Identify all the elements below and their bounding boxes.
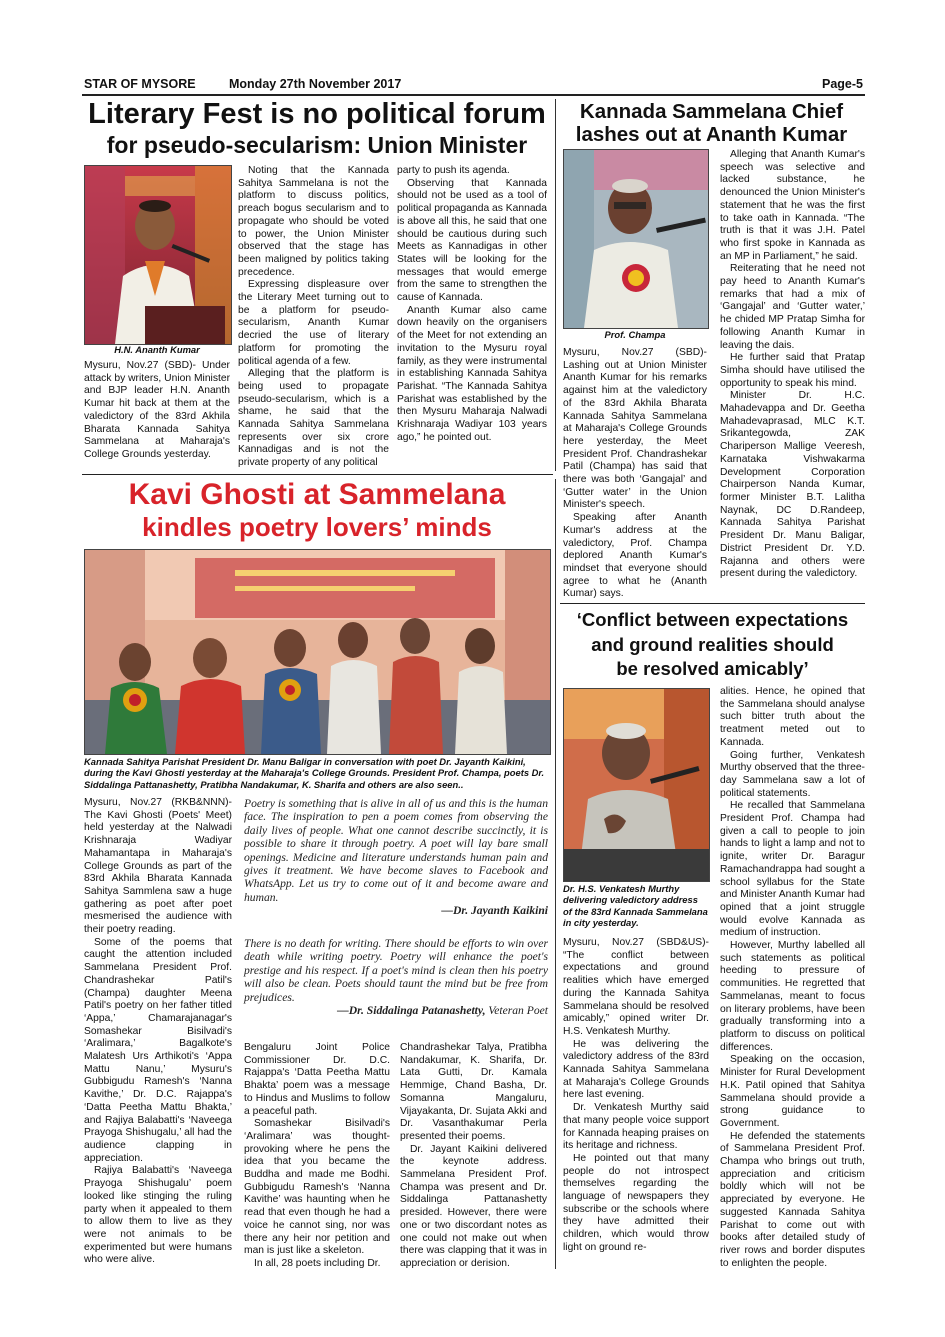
paragraph: Rajiya Balabatti's ‘Naveega Prayoga Shishugalu’ poem looked like stinging the ruling party when it appealed to them to allow them to live as they were not animals to be experimented but were humans who were alive. bbox=[84, 1165, 232, 1266]
paragraph: He pointed out that many people do not introspect themselves regarding the language of newspapers they subscribe or the schools where they have admitted their children, which would throw light on ground re- bbox=[563, 1152, 709, 1253]
story4-photo-caption: Dr. H.S. Venkatesh Murthy delivering valedictory address of the 83rd Kannada Sammelana in city yesterday. bbox=[563, 883, 708, 928]
column-divider bbox=[555, 479, 556, 1269]
story3-subhead: kindles poetry lovers’ minds bbox=[142, 512, 492, 542]
quote-text: Poetry is something that is alive in all of us and this is the human face. The inspiration to pen a poem comes from observing the daily lives of people. What one cannot describe succinctly, it is possible to share it through poetry. A poet will lay bare small openings. Medicine and literature understands human pain and gives it treatment. We have become slaves to Facebook and WhatsApp. Let us try to come out of it and become aware and human. bbox=[244, 797, 548, 904]
paragraph: Chandrashekar Talya, Pratibha Nandakumar, K. Sharifa, Dr. Lata Gutti, Dr. Kamala Hemmige, Chand Basha, Dr. Somanna Mangaluru, Vijayakanta, Dr. Sujata Akki and Dr. Vasanthakumar Perla presented their poems. bbox=[400, 1042, 547, 1142]
paragraph: Alleging that Ananth Kumar's speech was selective and lacked substance, he denounced the Union Minister's statement that he was the first to take oath in Kannada. “The truth is that it was J.H. Patel who first spoke in Kannada as an MP in Parliament,” he said. bbox=[720, 149, 865, 262]
paragraph: Bengaluru Joint Police Commissioner Dr. D.C. Rajappa's ‘Datta Peetha Mattu Bhakta’ poem was a message to Hindus and Muslims to follow a peaceful path. bbox=[244, 1042, 390, 1117]
quote-text: There is no death for writing. There should be efforts to win over death while writing poetry. Poetry will enhance the poet's prestige and his respect. If a poet's mind is clean then his poetry will also be clean. Poets should taunt the mind but be free from prejudices. bbox=[244, 937, 548, 1004]
paragraph: However, Murthy labelled all such statements as political heeding to pressure of communities. He regretted that Sammelanas, meant to focus on literary problems, have been gradually transforming into a platform to discuss on political differences. bbox=[720, 940, 865, 1053]
paragraph: Speaking on the occasion, Minister for Rural Development H.K. Patil opined that Sahitya Sammelana should provide a strong guidance to Government. bbox=[720, 1054, 865, 1129]
paragraph: He defended the statements of Sammelana President Prof. Champa who brings out truth, appreciation and criticism boldly which will not be appreciated by everyone. He suggested Kannada Sahitya Parishat to come out with books after detailed study of river rows and border disputes to enlighten the people. bbox=[720, 1130, 865, 1269]
quote-signature: —Dr. Jayanth Kaikini bbox=[441, 904, 548, 918]
paragraph: Some of the poems that caught the attention included Sammelana President Prof. Chandrashekar Patil's (Champa) daughter Meena Patil's poetry on her father titled ‘Appa,’ Chamarajanagar's Somashekar Bisilvadi's ‘Aralimara,’ Bagalkote's Malatesh Urs Arthikoti's ‘Appa Mattu Nanu,’ Mysuru's Gubbigudu Ramesh's ‘Nanna Kavithe,’ Dr. D.C. Rajappa's ‘Datta Peetha Mattu Bhakta,’ and Rajiya Balabatti's ‘Naveega Prayoga Shishugalu,’ all had the audience clapping in appreciation. bbox=[84, 936, 232, 1164]
story1-photo-caption: H.N. Ananth Kumar bbox=[114, 344, 200, 355]
masthead-paper: STAR OF MYSORE bbox=[84, 77, 196, 91]
paragraph: party to push its agenda. bbox=[397, 165, 510, 176]
story1-subhead: for pseudo-secularism: Union Minister bbox=[106, 132, 528, 158]
paragraph: Dr. Jayant Kaikini delivered the keynote address. Sammelana President Prof. Champa was present and Dr. Siddalinga Pattanashetty presided. However, there were one or two discordant notes as one could not make out when there was clapping that it was in appreciation or derision. bbox=[400, 1143, 547, 1269]
paragraph: He further said that Pratap Simha should have utilised the opportunity to speak his mind. bbox=[720, 352, 865, 389]
masthead-page: Page-5 bbox=[822, 77, 863, 91]
quote-signature: —Dr. Siddalinga Patanashetty, bbox=[337, 1004, 486, 1018]
paragraph: He recalled that Sammelana President Prof. Champa had given a call to people to join hands to light a lamp and not to ignite, writer Dr. Baragur Ramachandrappa had sought a school syllabus for the State and Minister Ananth Kumar had opined that a joint struggle would evolve Kannada as medium of instruction. bbox=[720, 800, 865, 939]
paragraph: Mysuru, Nov.27 (SBD)- Lashing out at Union Minister Ananth Kumar for his remarks against him at the valedictory of the 83rd Akhila Bharata Kannada Sahitya Sammelana at Maharaja's College Grounds here yesterday, the Meet President Prof. Chandrashekar Patil (Champa) has said that there was both ‘Gangajal’ and ‘Gutter water’ in the Union Minister's speech. bbox=[563, 347, 707, 511]
paragraph: Mysuru, Nov.27 (SBD)- Under attack by writers, Union Minister and BJP leader H.N. Ananth Kumar hit back at them at the valedictory of the 83rd Akhila Bharata Kannada Sahitya Sammelana at Maharaja's College Grounds yesterday. bbox=[84, 360, 230, 460]
story2-photo-caption: Prof. Champa bbox=[604, 329, 666, 340]
paragraph: Ananth Kumar also came down heavily on the organisers of the Meet for not extending an invitation to the Mysuru royal family, as they were instrumental in establishing Kannada Sahitya Parishat. “The Kannada Sahitya Parishat was established by the then Mysuru Maharaja Nalwadi Krishnaraja Wadiyar 103 years ago,” he pointed out. bbox=[397, 304, 547, 443]
venkatesh-murthy-photo bbox=[563, 688, 710, 882]
story2-headline: Kannada Sammelana Chief bbox=[579, 100, 844, 123]
paragraph: In all, 28 poets including Dr. bbox=[254, 1257, 381, 1269]
paragraph: He was delivering the valedictory address of the 83rd Kannada Sahitya Sammelana at Maharaja's College Grounds here last evening. bbox=[563, 1038, 709, 1101]
headline-line: ‘Conflict between expectations bbox=[576, 609, 849, 630]
masthead-rule bbox=[82, 94, 865, 96]
story3-col2 bbox=[244, 1042, 390, 1271]
story1-col2 bbox=[238, 165, 389, 470]
story2-subhead: lashes out at Ananth Kumar bbox=[575, 123, 848, 146]
paragraph: Observing that Kannada should not be used as a tool of political propaganda as Kannada is above all this, he said that one should be cautious during such Meets as Kannadigas in other States will be looking for the messages that would emerge from the same to strengthen the cause of Kannada. bbox=[397, 177, 547, 304]
story3-headline: Kavi Ghosti at Sammelana bbox=[128, 478, 506, 511]
masthead-date: Monday 27th November 2017 bbox=[229, 77, 402, 91]
paragraph: Dr. Venkatesh Murthy said that many people voice support for Kannada heaping praises on its heritage and richness. bbox=[563, 1102, 709, 1152]
paragraph: Somashekar Bisilvadi's ‘Aralimara’ was thought-provoking where he pens the idea that you became the Buddha and made me Bodhi. Gubbigudu Ramesh's ‘Nanna Kavithe’ was haunting when he read that even though he had a voice he cannot sing, nor was there any heir nor petition and man is just like a skeleton. bbox=[244, 1118, 390, 1257]
headline-line: and ground realities should bbox=[591, 633, 834, 655]
section-rule bbox=[82, 474, 553, 475]
story2-col2 bbox=[720, 149, 865, 581]
story4-col2 bbox=[720, 686, 865, 1270]
paragraph: Speaking after Ananth Kumar's address at the valedictory, Prof. Champa deplored Ananth Kumar's mindset that everyone should agree to what he (Ananth Kumar) says. bbox=[563, 512, 707, 600]
paragraph: Noting that the Kannada Sahitya Sammelana is not the platform to discuss politics, preach bogus secularism and to propagate who should be voted to power, the Union Minister observed that the stage has been maligned by politics taking precedence. bbox=[238, 165, 389, 278]
story4-headline bbox=[560, 608, 865, 682]
story3-col3 bbox=[400, 1042, 547, 1271]
paragraph: Expressing displeasure over the Literary Meet turning out to be a platform for pseudo-secularism, Ananth Kumar decried the use of literary platform for promoting the political agenda of a few. bbox=[238, 279, 389, 367]
story1-col1 bbox=[84, 360, 230, 462]
siddalinga-quote bbox=[244, 937, 548, 1017]
story4-col1 bbox=[563, 937, 709, 1255]
jayanth-kaikini-quote bbox=[244, 797, 548, 918]
kavi-ghosti-photo bbox=[84, 549, 551, 755]
paragraph: Alleging that the platform is being used to propagate pseudo-secularism, which is a shame, he said that the Kannada Sahitya Sammelana represents over six crore Kannadigas and is not the private property of any political bbox=[238, 368, 389, 469]
paragraph: Mysuru, Nov.27 (RKB&NNN)- The Kavi Ghosti (Poets' Meet) held yesterday at the Nalwadi Krishnaraja Wadiyar Mahamantapa in Maharaja's College Grounds as part of the 83rd Akhila Bharata Kannada Sahitya Sammlena saw a huge gathering as poet after poet mesmerised the audience with their poetry reading. bbox=[84, 797, 232, 936]
section-rule bbox=[560, 603, 865, 604]
story3-photo-caption: Kannada Sahitya Parishat President Dr. Manu Baligar in conversation with poet Dr. Jayanth Kaikini, during the Kavi Ghosti yesterday at the Maharaja's College Grounds. President Prof. Champa, poets Dr. Siddalinga Pattanashetty, Pratibha Nandakumar, K. Sharifa and others are also seen.. bbox=[84, 756, 545, 790]
story3-col1 bbox=[84, 797, 232, 1267]
prof-champa-photo bbox=[563, 149, 709, 329]
story1-col3 bbox=[397, 165, 547, 444]
column-divider bbox=[555, 99, 556, 471]
paragraph: Minister Dr. H.C. Mahadevappa and Dr. Geetha Mahadevaprasad, MLC K.T. Srikantegowda, ZAK Chariperson Mallige Veeresh, Karnataka Vishwakarma Development Corporation Chairperson Nanda Kumar, former Minister B.T. Lalitha Naynak, DC D.Randeep, Kannada Sahitya Parishat President Dr. Manu Baligar, District President Dr. Y.D. Rajanna and others were present during the valedictory. bbox=[720, 390, 865, 580]
paragraph: Going further, Venkatesh Murthy observed that the three-day Sammelana saw a lot of political statements. bbox=[720, 749, 865, 799]
quote-role: Veteran Poet bbox=[485, 1004, 548, 1018]
paragraph: alities. Hence, he opined that the Sammelana should analyse such bitter truth about the treatment meted out to Kannada. bbox=[720, 686, 865, 748]
ananth-kumar-photo bbox=[84, 165, 232, 345]
paragraph: Mysuru, Nov.27 (SBD&US)- “The conflict between expectations and ground realities which have emerged during the Kannada Sahitya Sammelana should be resolved amicably,” opined writer Dr. H.S. Venkatesh Murthy. bbox=[563, 937, 709, 1037]
paragraph: Reiterating that he need not pay heed to Ananth Kumar's remarks that had a mix of ‘Gangajal’ and ‘Gutter water,’ he chided MP Pratap Simha for following Ananth Kumar in leaving the dais. bbox=[720, 263, 865, 351]
headline-line: be resolved amicably’ bbox=[616, 658, 809, 679]
story1-headline: Literary Fest is no political forum bbox=[88, 98, 546, 130]
story2-col1 bbox=[563, 347, 707, 601]
